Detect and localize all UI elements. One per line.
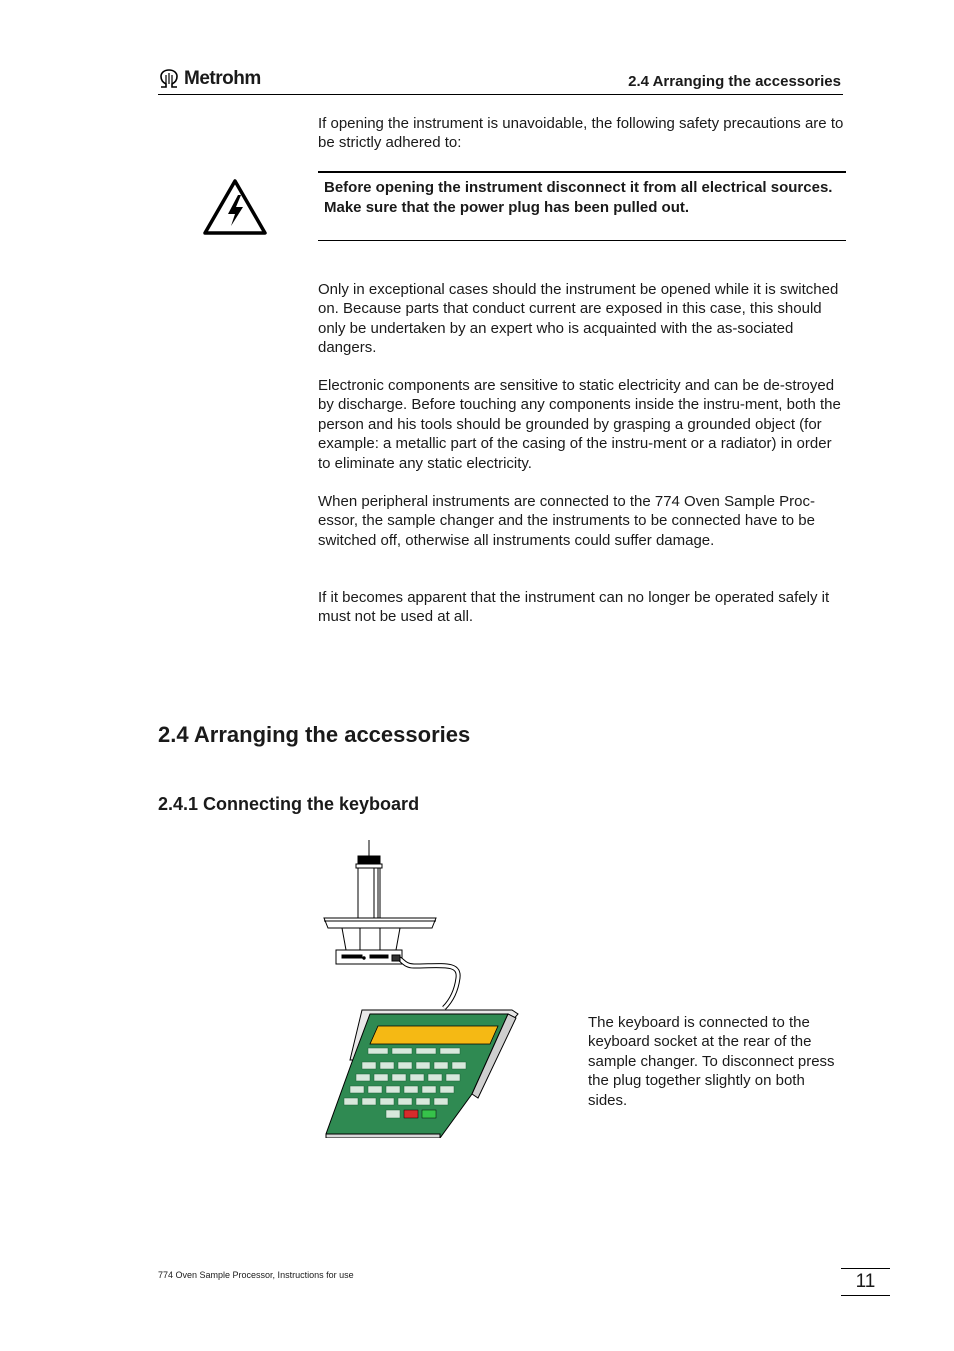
footer-document-title: 774 Oven Sample Processor, Instructions for use [158, 1270, 354, 1280]
keyboard-cable [392, 955, 458, 1008]
paragraph-peripheral-instruments: When peripheral instruments are connected to the 774 Oven Sample Proc-essor, the sample changer and the instruments to be connected have to be switched off, otherwise all instruments could suffer damage. [318, 493, 815, 549]
section-heading: 2.4 Arranging the accessories [158, 722, 471, 747]
paragraph-exceptional-cases: Only in exceptional cases should the instrument be opened while it is switched on. Because parts that conduct current are exposed in this case, this should only be undertaken by an expert who is acquainted with the as-sociated dangers. [318, 281, 839, 357]
paragraph-safe-operation: If it becomes apparent that the instrument can no longer be operated safely it must not be used at all. [318, 589, 830, 626]
warning-bottom-rule [318, 240, 846, 241]
sample-changer-tower [324, 840, 436, 964]
logo-wordmark: Metrohm [184, 68, 261, 89]
metrohm-logo [158, 66, 261, 92]
keyboard-connection-figure [322, 838, 522, 1138]
page-number: 11 [841, 1268, 890, 1296]
intro-paragraph: If opening the instrument is unavoidable, the following safety precautions are to be strictly adhered to: [318, 115, 844, 152]
warning-top-rule [318, 171, 846, 173]
running-header-title: 2.4 Arranging the accessories [628, 73, 841, 90]
header-divider [158, 94, 843, 95]
keyboard-connection-note: The keyboard is connected to the keyboard socket at the rear of the sample changer. To disconnect press the plug together slightly on both sides. [588, 1014, 835, 1109]
subsection-heading: 2.4.1 Connecting the keyboard [158, 794, 420, 814]
warning-text: Before opening the instrument disconnect it from all electrical sources. Make sure that the power plug has been pulled out. [324, 179, 833, 216]
electrical-hazard-icon [202, 178, 268, 236]
omega-logo-icon [158, 68, 180, 90]
paragraph-static-electricity: Electronic components are sensitive to static electricity and can be de-stroyed by discharge. Before touching any components inside the instru-ment, both the person and his tools should be grounded by grasping a grounded object (for example: a metallic part of the casing of the instru-ment or a radiator) in order to eliminate any static electricity. [318, 377, 841, 472]
keyboard-device [326, 1010, 518, 1138]
